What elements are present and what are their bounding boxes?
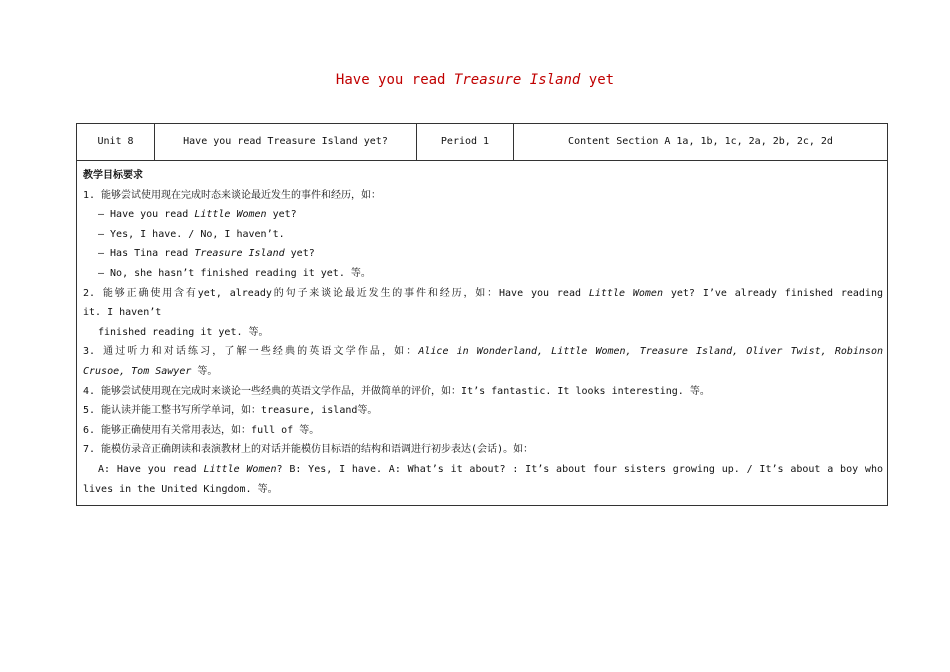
document-title	[0, 72, 950, 88]
dialogue-example	[83, 460, 883, 480]
dialogue-text: A: Have you read	[98, 463, 204, 475]
book-titles: Crusoe, Tom Sawyer	[83, 365, 192, 377]
objective-4: 4. 能够尝试使用现在完成时来谈论一些经典的英语文学作品，并做简单的评价，如：It’s fantastic. It looks interesting. 等。	[83, 385, 710, 397]
objective-2	[83, 284, 883, 304]
objective-text: yet? I’ve already finished reading	[662, 287, 883, 299]
table-header-row	[77, 124, 887, 161]
topic-cell: Have you read Treasure Island yet?	[155, 124, 417, 160]
title-suffix: yet	[580, 72, 615, 88]
example-line	[83, 244, 883, 264]
objective-text: 3. 通过听力和对话练习，了解一些经典的英语文学作品，如：	[83, 346, 419, 358]
book-title: Little Women	[588, 287, 663, 299]
dialogue-text: ? B: Yes, I have. A: What’s it about? : It’s about four sisters growing up. / It’s about a boy who	[276, 463, 883, 475]
objective-7: 7. 能模仿录音正确朗读和表演教材上的对话并能模仿目标语的结构和语调进行初步表达(会话)。如：	[83, 444, 534, 456]
example-line: — No, she hasn’t finished reading it yet. 等。	[98, 267, 371, 279]
dialogue-continued: lives in the United Kingdom. 等。	[83, 483, 278, 495]
example-text: yet?	[266, 209, 297, 221]
objective-1: 1. 能够尝试使用现在完成时态来谈论最近发生的事件和经历，如：	[83, 189, 382, 201]
objective-text: 等。	[191, 365, 218, 377]
example-text: — Has Tina read	[98, 248, 195, 260]
book-title: Little Women	[194, 209, 267, 221]
objective-3-continued	[83, 362, 883, 382]
objective-5: 5. 能认读并能工整书写所学单词，如：treasure, island等。	[83, 405, 378, 417]
objectives-section	[83, 166, 883, 499]
example-line	[83, 205, 883, 225]
objective-2-continued: finished reading it yet. 等。	[98, 326, 269, 338]
lesson-plan-table	[76, 123, 888, 506]
period-cell: Period 1	[417, 124, 514, 160]
objectives-heading: 教学目标要求	[83, 170, 143, 181]
objective-2-continued: it. I haven’t	[83, 307, 162, 319]
objective-text: 2. 能够正确使用含有yet, already的句子来谈论最近发生的事件和经历，如：Have you read	[83, 287, 589, 299]
objective-6: 6. 能够正确使用有关常用表达，如：full of 等。	[83, 424, 320, 436]
example-text: yet?	[284, 248, 315, 260]
example-line: — Yes, I have. / No, I haven’t.	[98, 228, 285, 240]
book-title: Treasure Island	[194, 248, 285, 260]
book-title: Little Women	[203, 463, 277, 475]
book-titles: Alice in Wonderland, Little Women, Treasure Island, Oliver Twist, Robinson	[418, 346, 883, 358]
title-book-name: Treasure Island	[453, 72, 581, 88]
content-cell: Content Section A 1a, 1b, 1c, 2a, 2b, 2c, 2d	[568, 136, 833, 147]
unit-cell: Unit 8	[77, 124, 155, 160]
example-text: — Have you read	[98, 209, 195, 221]
title-text: Have you read	[335, 72, 454, 88]
objective-3	[83, 342, 883, 362]
